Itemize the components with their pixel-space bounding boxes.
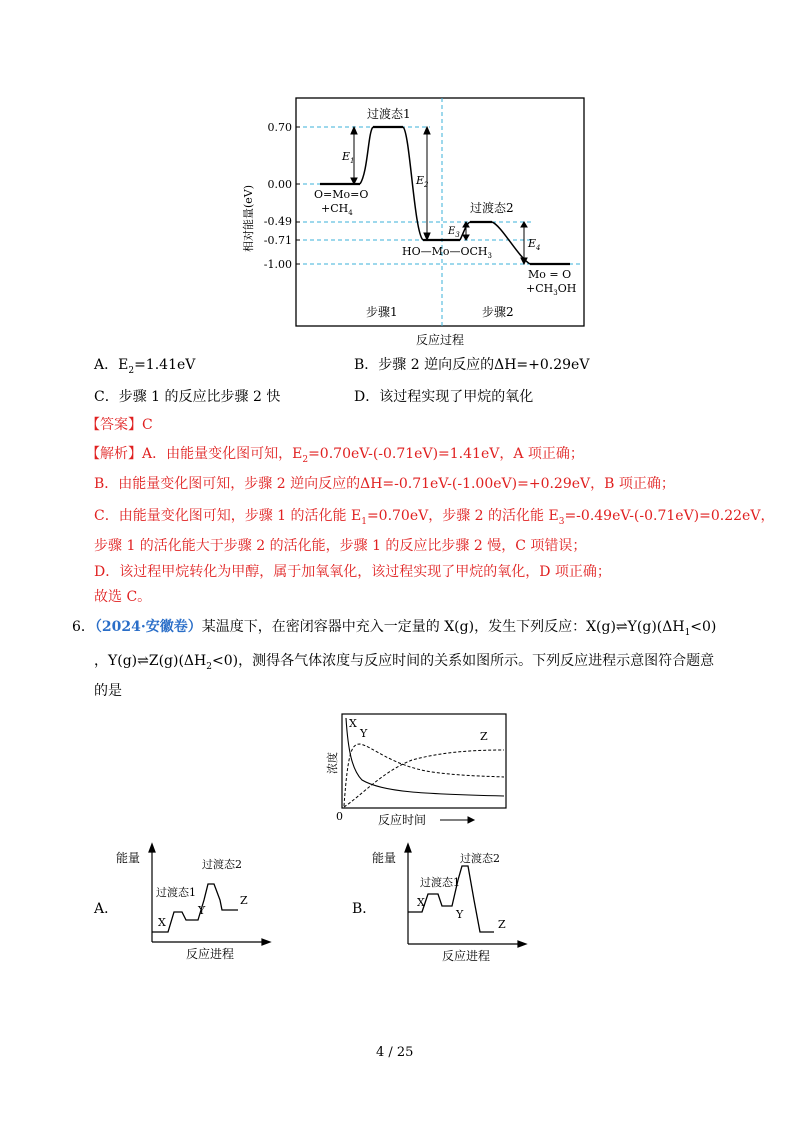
x-axis-label: 反应过程 <box>416 333 465 347</box>
curve-y-label: Y <box>360 727 368 740</box>
product-label: Mo = O <box>528 268 572 281</box>
ts2-label: 过渡态2 <box>202 858 242 871</box>
y-label: Y <box>456 908 464 921</box>
question-6-line-1: 6．（2024·安徽卷）某温度下，在密闭容器中充入一定量的 X(g)，发生下列反应：$X(g)\rightleftharpoons Y(g)(\Delta H_1<0)$ <box>72 619 717 638</box>
x-label: X <box>158 916 166 929</box>
origin-label: 0 <box>336 810 343 823</box>
ts1-label: 过渡态1 <box>156 886 196 899</box>
explanation-line-3: C．由能量变化图可知，步骤 1 的活化能 $E_1=0.70eV$，步骤 2 的活化能 $E_3=-0.49eV-(-0.71eV)=0.22eV$， <box>94 508 775 527</box>
option-a: A．$E_2=1.41eV$ <box>94 357 196 376</box>
explanation-line-1: 【解析】A．由能量变化图可知，$E_2=0.70eV-(-0.71eV)=1.41eV$，A 项正确； <box>86 446 584 465</box>
option-b-label: B． <box>352 901 377 917</box>
ts1-label: 过渡态1 <box>420 876 460 889</box>
e4-label: $E_4$ <box>528 237 541 252</box>
z-label: Z <box>240 894 248 907</box>
reactant-label: O=Mo=O <box>314 188 369 201</box>
energy-diagram-1 <box>230 92 590 350</box>
explanation-line-4: 步骤 1 的活化能大于步骤 2 的活化能，步骤 1 的反应比步骤 2 慢，C 项错误； <box>94 538 587 554</box>
x-axis-label: 反应进程 <box>442 949 491 963</box>
explanation-line-5: D．该过程甲烷转化为甲醇，属于加氧氧化，该过程实现了甲烷的氧化，D 项正确； <box>94 564 611 580</box>
question-6-line-2: ，$Y(g)\rightleftharpoons Z(g)(\Delta H_2<0)$，测得各气体浓度与反应时间的关系如图所示。下列反应进程示意图符合题意 <box>94 653 715 672</box>
ts1-label: 过渡态1 <box>367 107 411 121</box>
page-number: 4 / 25 <box>376 1045 414 1060</box>
step1-label: 步骤1 <box>366 305 398 319</box>
ts2-label: 过渡态2 <box>460 852 500 865</box>
y-axis-label: 相对能量(eV) <box>242 184 255 252</box>
option-b: B．步骤 2 逆向反应的ΔH=+0.29eV <box>354 357 590 373</box>
y-tick-label: 0.00 <box>267 178 292 191</box>
intermediate-label: $HO—Mo—OCH_3$ <box>402 245 492 260</box>
y-axis-label: 浓度 <box>326 752 339 774</box>
product-label-2: $+CH_3OH$ <box>526 282 577 297</box>
option-d: D．该过程实现了甲烷的氧化 <box>354 389 534 405</box>
option-a-label: A． <box>94 901 119 917</box>
x-axis-label: 反应进程 <box>186 947 235 960</box>
y-tick-label: -0.71 <box>263 234 292 247</box>
x-label: X <box>417 896 425 909</box>
e1-label: $E_1$ <box>342 150 355 165</box>
x-axis-label: 反应时间 <box>378 813 427 827</box>
curve-z-label: Z <box>480 730 488 743</box>
e3-label: $E_3$ <box>448 226 460 239</box>
ts2-label: 过渡态2 <box>470 201 514 215</box>
y-tick-label: -1.00 <box>263 258 292 271</box>
y-axis-label: 能量 <box>116 851 141 865</box>
explanation-line-2: B．由能量变化图可知，步骤 2 逆向反应的ΔH=-0.71eV-(-1.00eV)=+0.29eV，B 项正确； <box>94 476 675 492</box>
step2-label: 步骤2 <box>482 305 514 319</box>
option-a-diagram <box>114 840 284 960</box>
y-axis-label: 能量 <box>372 851 397 865</box>
reactant-label-2: $+CH_4$ <box>321 202 353 217</box>
concentration-chart <box>322 710 512 835</box>
z-label: Z <box>498 918 506 931</box>
curve-x-label: X <box>349 717 357 730</box>
y-tick-label: -0.49 <box>263 215 292 228</box>
option-b-diagram <box>370 840 540 965</box>
y-label: Y <box>198 904 206 917</box>
option-c: C．步骤 1 的反应比步骤 2 快 <box>94 389 281 405</box>
e2-label: $E_2$ <box>416 174 429 189</box>
explanation-line-6: 故选 C。 <box>94 589 152 605</box>
y-tick-label: 0.70 <box>267 121 292 134</box>
answer: 【答案】C <box>86 417 153 433</box>
question-6-line-3: 的是 <box>94 683 122 699</box>
